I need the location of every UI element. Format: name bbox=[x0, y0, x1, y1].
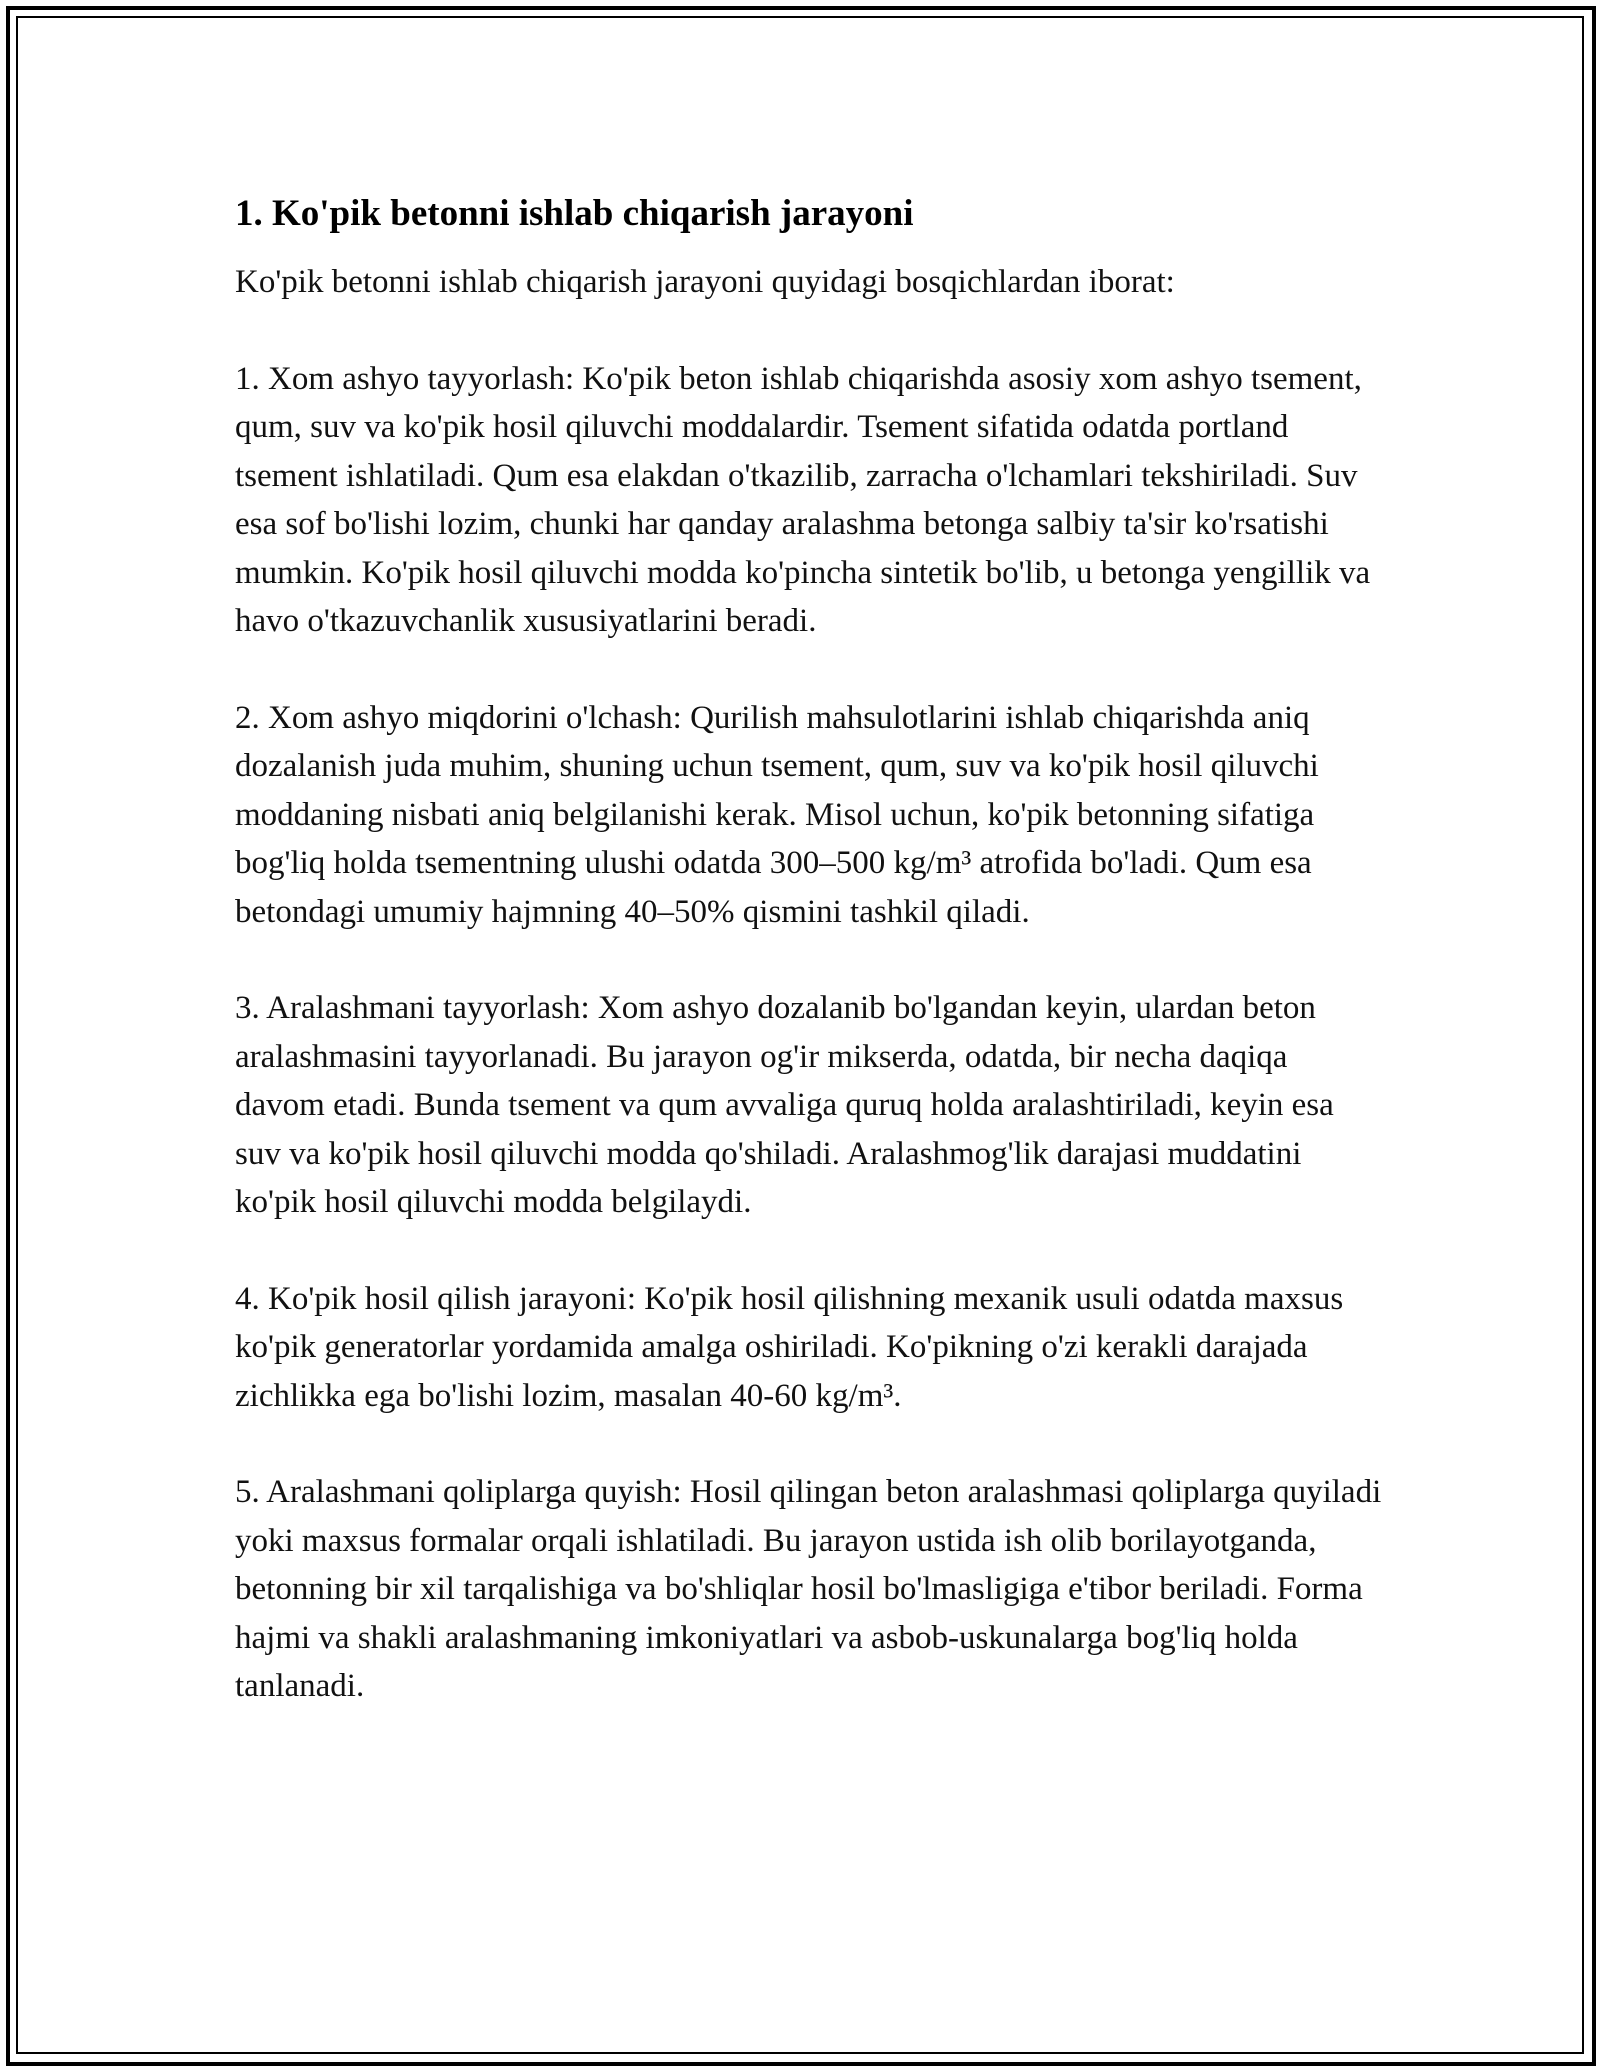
intro-paragraph: Ko'pik betonni ishlab chiqarish jarayoni quyidagi bosqichlardan iborat: bbox=[235, 264, 1175, 300]
step-3-paragraph: 3. Aralashmani tayyorlash: Xom ashyo dozalanib bo'lgandan keyin, ulardan beton aralashmasini tayyorlanadi. Bu jarayon og'ir mikserda, odatda, bir necha daqiqa davom etadi. Bunda tsement va qum avvaliga quruq holda aralashtiriladi, keyin esa suv va ko'pik hosil qiluvchi modda qo'shiladi. Aralashmog'lik darajasi muddatini ko'pik hosil qiluvchi modda belgilaydi. bbox=[235, 990, 1334, 1220]
step-5-paragraph: 5. Aralashmani qoliplarga quyish: Hosil qilingan beton aralashmasi qoliplarga quyiladi yoki maxsus formalar orqali ishlatiladi. Bu jarayon ustida ish olib borilayotganda, betonning bir xil tarqalishiga va bo'shliqlar hosil bo'lmasligiga e'tibor beriladi. Forma hajmi va shakli aralashmaning imkoniyatlari va asbob-uskunalarga bog'liq holda tanlanadi. bbox=[235, 1474, 1382, 1704]
section-title: 1. Ko'pik betonni ishlab chiqarish jarayoni bbox=[235, 193, 914, 234]
step-4-paragraph: 4. Ko'pik hosil qilish jarayoni: Ko'pik hosil qilishning mexanik usuli odatda maxsus ko'pik generatorlar yordamida amalga oshiriladi. Ko'pikning o'zi kerakli darajada zichlikka ega bo'lishi lozim, masalan 40-60 kg/m³. bbox=[235, 1280, 1344, 1414]
step-2-paragraph: 2. Xom ashyo miqdorini o'lchash: Qurilish mahsulotlarini ishlab chiqarishda aniq dozalanish juda muhim, shuning uchun tsement, qum, suv va ko'pik hosil qiluvchi moddaning nisbati aniq belgilanishi kerak. Misol uchun, ko'pik betonning sifatiga bog'liq holda tsementning ulushi odatda 300–500 kg/m³ atrofida bo'ladi. Qum esa betondagi umumiy hajmning 40–50% qismini tashkil qiladi. bbox=[235, 699, 1319, 930]
document-body bbox=[235, 188, 1385, 1711]
step-1-paragraph: 1. Xom ashyo tayyorlash: Ko'pik beton ishlab chiqarishda asosiy xom ashyo tsement, qum, suv va ko'pik hosil qiluvchi moddalardir. Tsement sifatida odatda portland tsement ishlatiladi. Qum esa elakdan o'tkazilib, zarracha o'lchamlari tekshiriladi. Suv esa sof bo'lishi lozim, chunki har qanday aralashma betonga salbiy ta'sir ko'rsatishi mumkin. Ko'pik hosil qiluvchi modda ko'pincha sintetik bo'lib, u betonga yengillik va havo o'tkazuvchanlik xususiyatlarini beradi. bbox=[235, 360, 1371, 639]
